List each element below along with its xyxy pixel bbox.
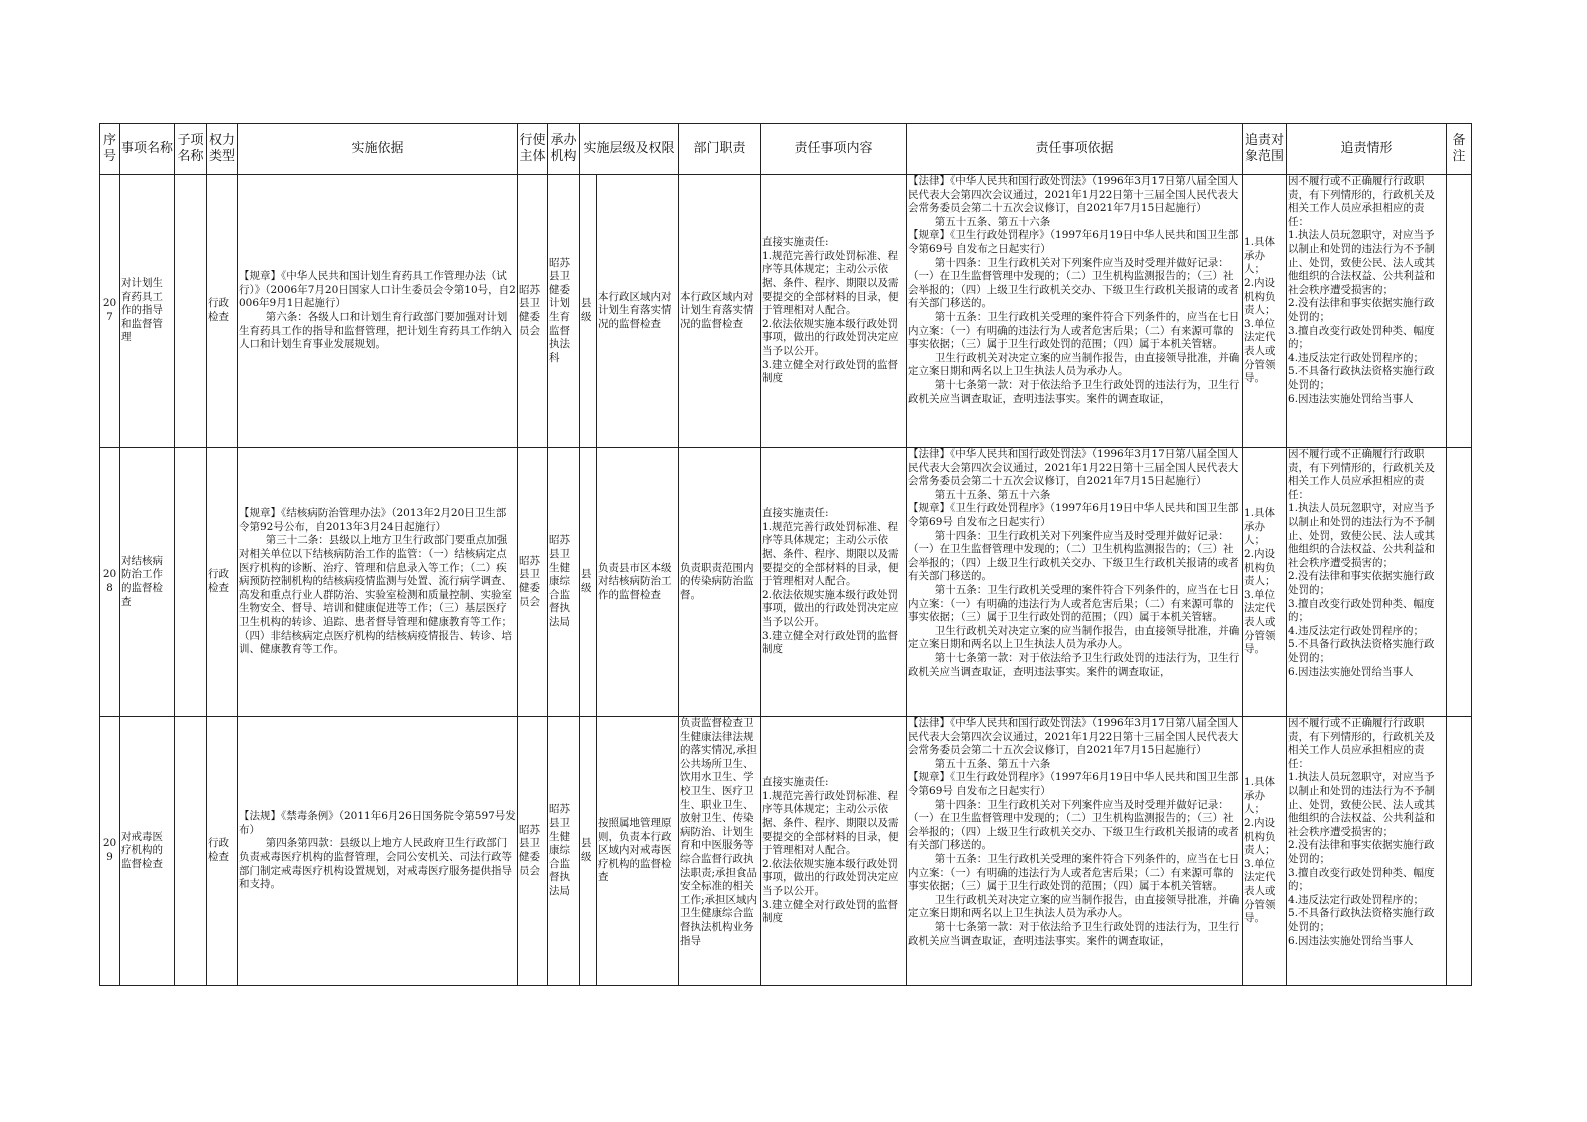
header-subject: 行使主体 xyxy=(518,124,548,175)
row-agency: 昭苏县卫生健康综合监督执法局 xyxy=(548,717,580,986)
row-resp-basis-cell xyxy=(907,717,1243,986)
row-duty: 负责监督检查卫生健康法律法规的落实情况,承担公共场所卫生、饮用水卫生、学校卫生、医疗卫生、职业卫生、放射卫生、传染病防治、计划生育和中医服务等综合监督行政执法职责;承担食品安全标准的相关工作;承担区域内卫生健康综合监督执法机构业务指导 xyxy=(680,717,758,947)
table-row xyxy=(100,175,1472,448)
row-situation: 因不履行或不正确履行行政职责，有下列情形的，行政机关及相关工作人员应承担相应的责任： 1.执法人员玩忽职守，对应当予以制止和处罚的违法行为不予制止、处罚，致使公民、法人或其他组织的合法权益、公共利益和社会秩序遭受损害的； 2.没有法律和事实依据实施行政处罚的； 3.擅自改变行政处罚种类、幅度的； 4.违反法定行政处罚程序的； 5.不具备行政执法资格实施行政处罚的； 6.因违法实施处罚给当事人 xyxy=(1288,175,1436,405)
row-remark xyxy=(1447,175,1472,448)
row-remark xyxy=(1447,448,1472,717)
row-resp-basis: 【法律】《中华人民共和国行政处罚法》（1996年3月17日第八届全国人民代表大会第四次会议通过，2021年1月22日第十三届全国人民代表大会常务委员会第二十五次会议修订，自2021年7月15日起施行） 第五十五条、第五十六条 【规章】《卫生行政处罚程序》（1997年6月19日中华人民共和国卫生部令第69号 自发布之日起实行） 第十四条：卫生行政机关对下列案件应当及时受理并做好记录：（一）在卫生监督管理中发现的；（二）卫生机构监测报告的；（三）社会举报的；（四）上级卫生行政机关交办、下级卫生行政机关报请的或者有关部门移送的。 第十五条：卫生行政机关受理的案件符合下列条件的，应当在七日内立案：（一）有明确的违法行为人或者危害后果；（二）有来源可靠的事实依据；（三）属于卫生行政处罚的范围；（四）属于本机关管辖。 卫生行政机关对决定立案的应当制作报告，由直接领导批准，并确定立案日期和两名以上卫生执法人员为承办人。 第十七条第一款：对于依法给予卫生行政处罚的违法行为，卫生行政机关应当调查取证，查明违法事实。案件的调查取证， xyxy=(908,175,1240,405)
header-duty: 部门职责 xyxy=(679,124,761,175)
header-remark: 备注 xyxy=(1447,124,1472,175)
row-situation-cell xyxy=(1287,175,1447,448)
table-row xyxy=(100,448,1472,717)
row-basis: 【规章】《结核病防治管理办法》（2013年2月20日卫生部令第92号公布，自2013年3月24日起施行） 第三十二条：县级以上地方卫生行政部门要重点加强对相关单位以下结核病防治工作的监管：（一）结核病定点医疗机构的诊断、治疗、管理和信息录入等工作；（二）疾病预防控制机构的结核病疫情监测与处置、流行病学调查、高发和重点行业人群防治、实验室检测和质量控制、实验室生物安全、督导、培训和健康促进等工作；（三）基层医疗卫生机构的转诊、追踪、患者督导管理和健康教育等工作；（四）非结核病定点医疗机构的结核病疫情报告、转诊、培训、健康教育等工作。 xyxy=(238,448,518,717)
row-seq: 209 xyxy=(100,717,120,986)
row-resp-content: 直接实施责任: 1.规范完善行政处罚标准、程序等具体规定；主动公示依据、条件、程序、期限以及需要提交的全部材料的目录，便于管理相对人配合。 2.依法依规实施本级行政处罚事项，做出的行政处罚决定应当予以公开。 3.建立健全对行政处罚的监督制度 xyxy=(761,448,907,717)
header-scope: 追责对象范围 xyxy=(1243,124,1287,175)
row-level-a: 县级 xyxy=(580,448,597,717)
row-item-name: 对计划生育药具工作的指导和监督管理 xyxy=(120,175,175,448)
row-duty: 负责职责范围内的传染病防治监督。 xyxy=(679,448,761,717)
row-situation: 因不履行或不正确履行行政职责，有下列情形的，行政机关及相关工作人员应承担相应的责任： 1.执法人员玩忽职守，对应当予以制止和处罚的违法行为不予制止、处罚，致使公民、法人或其他组织的合法权益、公共利益和社会秩序遭受损害的； 2.没有法律和事实依据实施行政处罚的； 3.擅自改变行政处罚种类、幅度的； 4.违反法定行政处罚程序的； 5.不具备行政执法资格实施行政处罚的； 6.因违法实施处罚给当事人 xyxy=(1288,448,1436,678)
row-resp-content: 直接实施责任: 1.规范完善行政处罚标准、程序等具体规定；主动公示依据、条件、程序、期限以及需要提交的全部材料的目录，便于管理相对人配合。 2.依法依规实施本级行政处罚事项，做出的行政处罚决定应当予以公开。 3.建立健全对行政处罚的监督制度 xyxy=(761,717,907,986)
row-power-type: 行政检查 xyxy=(207,717,238,986)
row-basis: 【法规】《禁毒条例》（2011年6月26日国务院令第597号发布） 第四条第四款：县级以上地方人民政府卫生行政部门负责戒毒医疗机构的监督管理，会同公安机关、司法行政等部门制定戒毒医疗机构设置规划，对戒毒医疗服务提供指导和支持。 xyxy=(238,717,518,986)
row-remark xyxy=(1447,717,1472,986)
row-situation: 因不履行或不正确履行行政职责，有下列情形的，行政机关及相关工作人员应承担相应的责任： 1.执法人员玩忽职守，对应当予以制止和处罚的违法行为不予制止、处罚，致使公民、法人或其他组织的合法权益、公共利益和社会秩序遭受损害的； 2.没有法律和事实依据实施行政处罚的； 3.擅自改变行政处罚种类、幅度的； 4.违反法定行政处罚程序的； 5.不具备行政执法资格实施行政处罚的； 6.因违法实施处罚给当事人 xyxy=(1288,717,1436,947)
row-sub-item-name xyxy=(175,717,207,986)
row-scope: 1.具体承办人； 2.内设机构负责人； 3.单位法定代表人或分管领导。 xyxy=(1243,448,1287,717)
header-row xyxy=(100,124,1472,175)
row-subject: 昭苏县卫健委员会 xyxy=(518,717,548,986)
header-resp-content: 责任事项内容 xyxy=(761,124,907,175)
row-sub-item-name xyxy=(175,175,207,448)
row-agency: 昭苏县卫健委计划生育监督执法科 xyxy=(548,175,580,448)
header-level: 实施层级及权限 xyxy=(580,124,679,175)
row-subject: 昭苏县卫健委员会 xyxy=(518,448,548,717)
row-scope: 1.具体承办人； 2.内设机构负责人； 3.单位法定代表人或分管领导。 xyxy=(1243,175,1287,448)
row-resp-basis-cell xyxy=(907,448,1243,717)
header-power-type: 权力类型 xyxy=(207,124,238,175)
row-sub-item-name xyxy=(175,448,207,717)
row-seq: 207 xyxy=(100,175,120,448)
header-agency: 承办机构 xyxy=(548,124,580,175)
header-sub-item-name: 子项名称 xyxy=(175,124,207,175)
row-level-a: 县级 xyxy=(580,175,597,448)
header-basis: 实施依据 xyxy=(238,124,518,175)
row-agency: 昭苏县卫生健康综合监督执法局 xyxy=(548,448,580,717)
row-duty: 本行政区域内对计划生育落实情况的监督检查 xyxy=(679,175,761,448)
row-power-type: 行政检查 xyxy=(207,175,238,448)
row-level-a: 县级 xyxy=(580,717,597,986)
row-resp-basis-cell xyxy=(907,175,1243,448)
row-power-type: 行政检查 xyxy=(207,448,238,717)
row-subject: 昭苏县卫健委员会 xyxy=(518,175,548,448)
row-level-b: 本行政区域内对计划生育落实情况的监督检查 xyxy=(597,175,679,448)
row-item-name: 对戒毒医疗机构的监督检查 xyxy=(120,717,175,986)
row-resp-content: 直接实施责任: 1.规范完善行政处罚标准、程序等具体规定；主动公示依据、条件、程序、期限以及需要提交的全部材料的目录，便于管理相对人配合。 2.依法依规实施本级行政处罚事项，做出的行政处罚决定应当予以公开。 3.建立健全对行政处罚的监督制度 xyxy=(761,175,907,448)
row-scope: 1.具体承办人； 2.内设机构负责人； 3.单位法定代表人或分管领导。 xyxy=(1243,717,1287,986)
row-resp-basis: 【法律】《中华人民共和国行政处罚法》（1996年3月17日第八届全国人民代表大会第四次会议通过，2021年1月22日第十三届全国人民代表大会常务委员会第二十五次会议修订，自2021年7月15日起施行） 第五十五条、第五十六条 【规章】《卫生行政处罚程序》（1997年6月19日中华人民共和国卫生部令第69号 自发布之日起实行） 第十四条：卫生行政机关对下列案件应当及时受理并做好记录：（一）在卫生监督管理中发现的；（二）卫生机构监测报告的；（三）社会举报的；（四）上级卫生行政机关交办、下级卫生行政机关报请的或者有关部门移送的。 第十五条：卫生行政机关受理的案件符合下列条件的，应当在七日内立案：（一）有明确的违法行为人或者危害后果；（二）有来源可靠的事实依据；（三）属于卫生行政处罚的范围；（四）属于本机关管辖。 卫生行政机关对决定立案的应当制作报告，由直接领导批准，并确定立案日期和两名以上卫生执法人员为承办人。 第十七条第一款：对于依法给予卫生行政处罚的违法行为，卫生行政机关应当调查取证，查明违法事实。案件的调查取证， xyxy=(908,717,1240,947)
header-situation: 追责情形 xyxy=(1287,124,1447,175)
header-seq: 序号 xyxy=(100,124,120,175)
row-basis: 【规章】《中华人民共和国计划生育药具工作管理办法（试行）》（2006年7月20日国家人口计生委员会令第10号，自2006年9月1日起施行） 第六条：各级人口和计划生育行政部门要加强对计划生育药具工作的指导和监督管理，把计划生育药具工作纳入人口和计划生育事业发展规划。 xyxy=(238,175,518,448)
table-row xyxy=(100,717,1472,986)
header-item-name: 事项名称 xyxy=(120,124,175,175)
row-seq: 208 xyxy=(100,448,120,717)
row-situation-cell xyxy=(1287,717,1447,986)
responsibility-table xyxy=(99,123,1472,986)
row-level-b: 按照属地管理原则，负责本行政区域内对戒毒医疗机构的监督检查 xyxy=(597,717,679,986)
row-item-name: 对结核病防治工作的监督检查 xyxy=(120,448,175,717)
row-duty-cell xyxy=(679,717,761,986)
row-level-b: 负责县市区本级对结核病防治工作的监督检查 xyxy=(597,448,679,717)
row-resp-basis: 【法律】《中华人民共和国行政处罚法》（1996年3月17日第八届全国人民代表大会第四次会议通过，2021年1月22日第十三届全国人民代表大会常务委员会第二十五次会议修订，自2021年7月15日起施行） 第五十五条、第五十六条 【规章】《卫生行政处罚程序》（1997年6月19日中华人民共和国卫生部令第69号 自发布之日起实行） 第十四条：卫生行政机关对下列案件应当及时受理并做好记录：（一）在卫生监督管理中发现的；（二）卫生机构监测报告的；（三）社会举报的；（四）上级卫生行政机关交办、下级卫生行政机关报请的或者有关部门移送的。 第十五条：卫生行政机关受理的案件符合下列条件的，应当在七日内立案：（一）有明确的违法行为人或者危害后果；（二）有来源可靠的事实依据；（三）属于卫生行政处罚的范围；（四）属于本机关管辖。 卫生行政机关对决定立案的应当制作报告，由直接领导批准，并确定立案日期和两名以上卫生执法人员为承办人。 第十七条第一款：对于依法给予卫生行政处罚的违法行为，卫生行政机关应当调查取证，查明违法事实。案件的调查取证， xyxy=(908,448,1240,678)
header-resp-basis: 责任事项依据 xyxy=(907,124,1243,175)
row-situation-cell xyxy=(1287,448,1447,717)
